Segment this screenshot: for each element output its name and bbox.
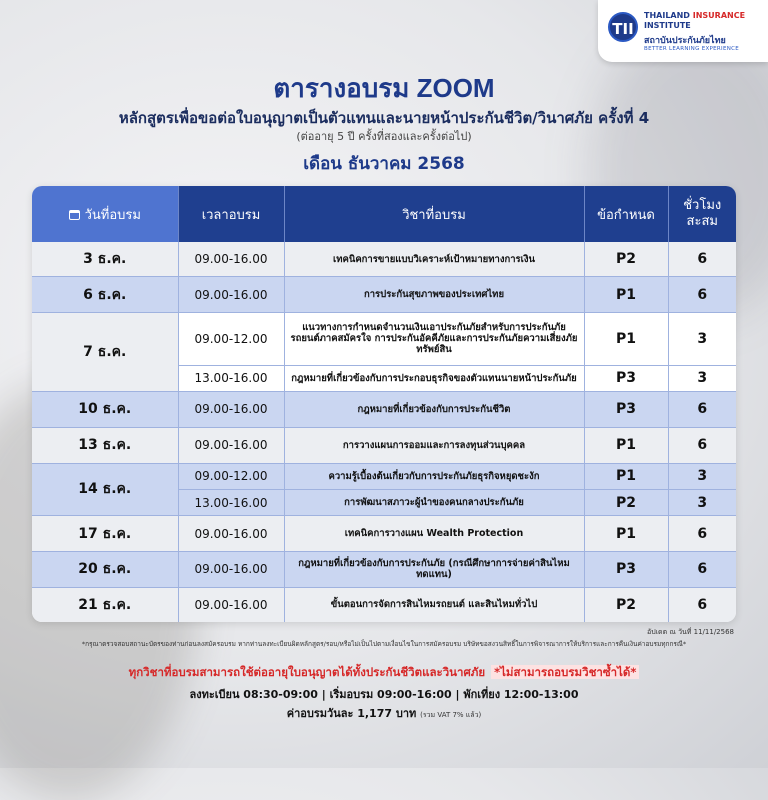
header-requirement: ข้อกำหนด	[584, 186, 668, 242]
row-requirement: P2	[584, 489, 668, 515]
logo-line1: THAILAND INSURANCE	[644, 11, 746, 20]
row-subject: การวางแผนการออมและการลงทุนส่วนบุคคล	[284, 427, 584, 463]
row-date: 10 ธ.ค.	[32, 392, 178, 428]
schedule-table	[32, 186, 736, 622]
institute-logo	[598, 0, 768, 62]
row-requirement: P1	[584, 427, 668, 463]
row-hours: 6	[668, 551, 736, 587]
row-subject: กฎหมายที่เกี่ยวข้องกับการประกอบธุรกิจของตัวแทนนายหน้าประกันภัย	[284, 365, 584, 391]
row-requirement: P3	[584, 551, 668, 587]
row-date: 21 ธ.ค.	[32, 587, 178, 622]
row-hours: 6	[668, 242, 736, 277]
row-hours: 6	[668, 516, 736, 552]
table-row	[32, 427, 736, 463]
highlight-pink-text: *ไม่สามารถอบรมวิชาซ้ำได้*	[491, 665, 639, 679]
row-date: 7 ธ.ค.	[32, 313, 178, 392]
row-date: 20 ธ.ค.	[32, 551, 178, 587]
header-hours: ชั่วโมง สะสม	[668, 186, 736, 242]
table-row	[32, 242, 736, 277]
logo-line2: INSTITUTE	[644, 21, 691, 30]
row-hours: 3	[668, 313, 736, 366]
fee-vat-note: (รวม VAT 7% แล้ว)	[420, 711, 482, 719]
row-hours: 6	[668, 427, 736, 463]
row-time: 09.00-16.00	[178, 277, 284, 313]
table-row	[32, 392, 736, 428]
row-requirement: P1	[584, 277, 668, 313]
row-subject: ขั้นตอนการจัดการสินไหมรถยนต์ และสินไหมทั่วไป	[284, 587, 584, 622]
schedule-times: ลงทะเบียน 08:30-09:00 | เริ่มอบรม 09:00-16:00 | พักเที่ยง 12:00-13:00	[189, 688, 579, 701]
row-requirement: P1	[584, 463, 668, 489]
row-date: 14 ธ.ค.	[32, 463, 178, 516]
row-subject: การประกันสุขภาพของประเทศไทย	[284, 277, 584, 313]
row-subject: กฎหมายที่เกี่ยวข้องกับการประกันชีวิต	[284, 392, 584, 428]
row-date: 13 ธ.ค.	[32, 427, 178, 463]
row-time: 09.00-16.00	[178, 516, 284, 552]
logo-mark-icon: TII	[608, 12, 638, 42]
row-hours: 3	[668, 365, 736, 391]
table-row	[32, 277, 736, 313]
row-hours: 6	[668, 277, 736, 313]
highlight-red-text: ทุกวิชาที่อบรมสามารถใช้ต่ออายุใบอนุญาตได้ทั้งประกันชีวิตและวินาศภัย	[128, 665, 486, 679]
row-subject: ความรู้เบื้องต้นเกี่ยวกับการประกันภัยธุรกิจหยุดชะงัก	[284, 463, 584, 489]
header-date: วันที่อบรม	[32, 186, 178, 242]
training-fee: ค่าอบรมวันละ 1,177 บาท (รวม VAT 7% แล้ว)	[286, 707, 482, 720]
row-requirement: P3	[584, 392, 668, 428]
logo-tagline: BETTER LEARNING EXPERIENCE	[644, 46, 740, 52]
row-time: 09.00-16.00	[178, 427, 284, 463]
page-subtitle: หลักสูตรเพื่อขอต่อใบอนุญาตเป็นตัวแทนและนายหน้าประกันชีวิต/วินาศภัย ครั้งที่ 4	[118, 109, 650, 127]
row-subject: เทคนิคการวางแผน Wealth Protection	[284, 516, 584, 552]
row-date: 6 ธ.ค.	[32, 277, 178, 313]
logo-line3: สถาบันประกันภัยไทย	[644, 36, 726, 46]
row-subject: เทคนิคการขายแบบวิเคราะห์เป้าหมายทางการเงิน	[284, 242, 584, 277]
row-date: 17 ธ.ค.	[32, 516, 178, 552]
page-subtitle-note: (ต่ออายุ 5 ปี ครั้งที่สองและครั้งต่อไป)	[296, 130, 472, 143]
row-time: 09.00-16.00	[178, 551, 284, 587]
row-time: 13.00-16.00	[178, 489, 284, 515]
table-row	[32, 516, 736, 552]
row-time: 09.00-16.00	[178, 242, 284, 277]
table-header-row	[32, 186, 736, 242]
row-requirement: P2	[584, 587, 668, 622]
page-title: ตารางอบรม ZOOM	[273, 73, 495, 103]
row-requirement: P2	[584, 242, 668, 277]
row-requirement: P1	[584, 313, 668, 366]
row-subject: การพัฒนาสภาวะผู้นำของคนกลางประกันภัย	[284, 489, 584, 515]
row-hours: 6	[668, 392, 736, 428]
disclaimer-note: *กรุณาตรวจสอบสถานะบัตรของท่านก่อนลงสมัครอบรม หากท่านลงทะเบียนผิดหลักสูตร/รอบ/หรือไม่เป็นไปตามเงื่อนไขในการสมัครอบรม บริษัทขอสงวนสิทธิ์ในการพิจารณาการให้บริการและการคืนเงินค่าอบรมทุกกรณี*	[81, 640, 687, 648]
table-row	[32, 463, 736, 489]
month-label: เดือน ธันวาคม 2568	[303, 154, 465, 174]
row-time: 09.00-12.00	[178, 463, 284, 489]
header-time: เวลาอบรม	[178, 186, 284, 242]
row-hours: 3	[668, 489, 736, 515]
table-row	[32, 313, 736, 366]
row-hours: 3	[668, 463, 736, 489]
row-requirement: P1	[584, 516, 668, 552]
row-subject: แนวทางการกำหนดจำนวนเงินเอาประกันภัยสำหรับการประกันภัยรถยนต์ภาคสมัครใจ การประกันอัคคีภัยและการประกันภัยความเสี่ยงภัยทรัพย์สิน	[284, 313, 584, 366]
row-subject: กฎหมายที่เกี่ยวข้องกับการประกันภัย (กรณีศึกษาการจ่ายค่าสินไหมทดแทน)	[284, 551, 584, 587]
row-requirement: P3	[584, 365, 668, 391]
row-time: 13.00-16.00	[178, 365, 284, 391]
header-subject: วิชาที่อบรม	[284, 186, 584, 242]
row-time: 09.00-12.00	[178, 313, 284, 366]
row-time: 09.00-16.00	[178, 392, 284, 428]
table-row	[32, 587, 736, 622]
highlight-note	[0, 664, 768, 682]
table-row	[32, 551, 736, 587]
row-time: 09.00-16.00	[178, 587, 284, 622]
row-date: 3 ธ.ค.	[32, 242, 178, 277]
calendar-icon	[69, 210, 80, 220]
updated-date: อัปเดต ณ วันที่ 11/11/2568	[647, 628, 734, 636]
row-hours: 6	[668, 587, 736, 622]
